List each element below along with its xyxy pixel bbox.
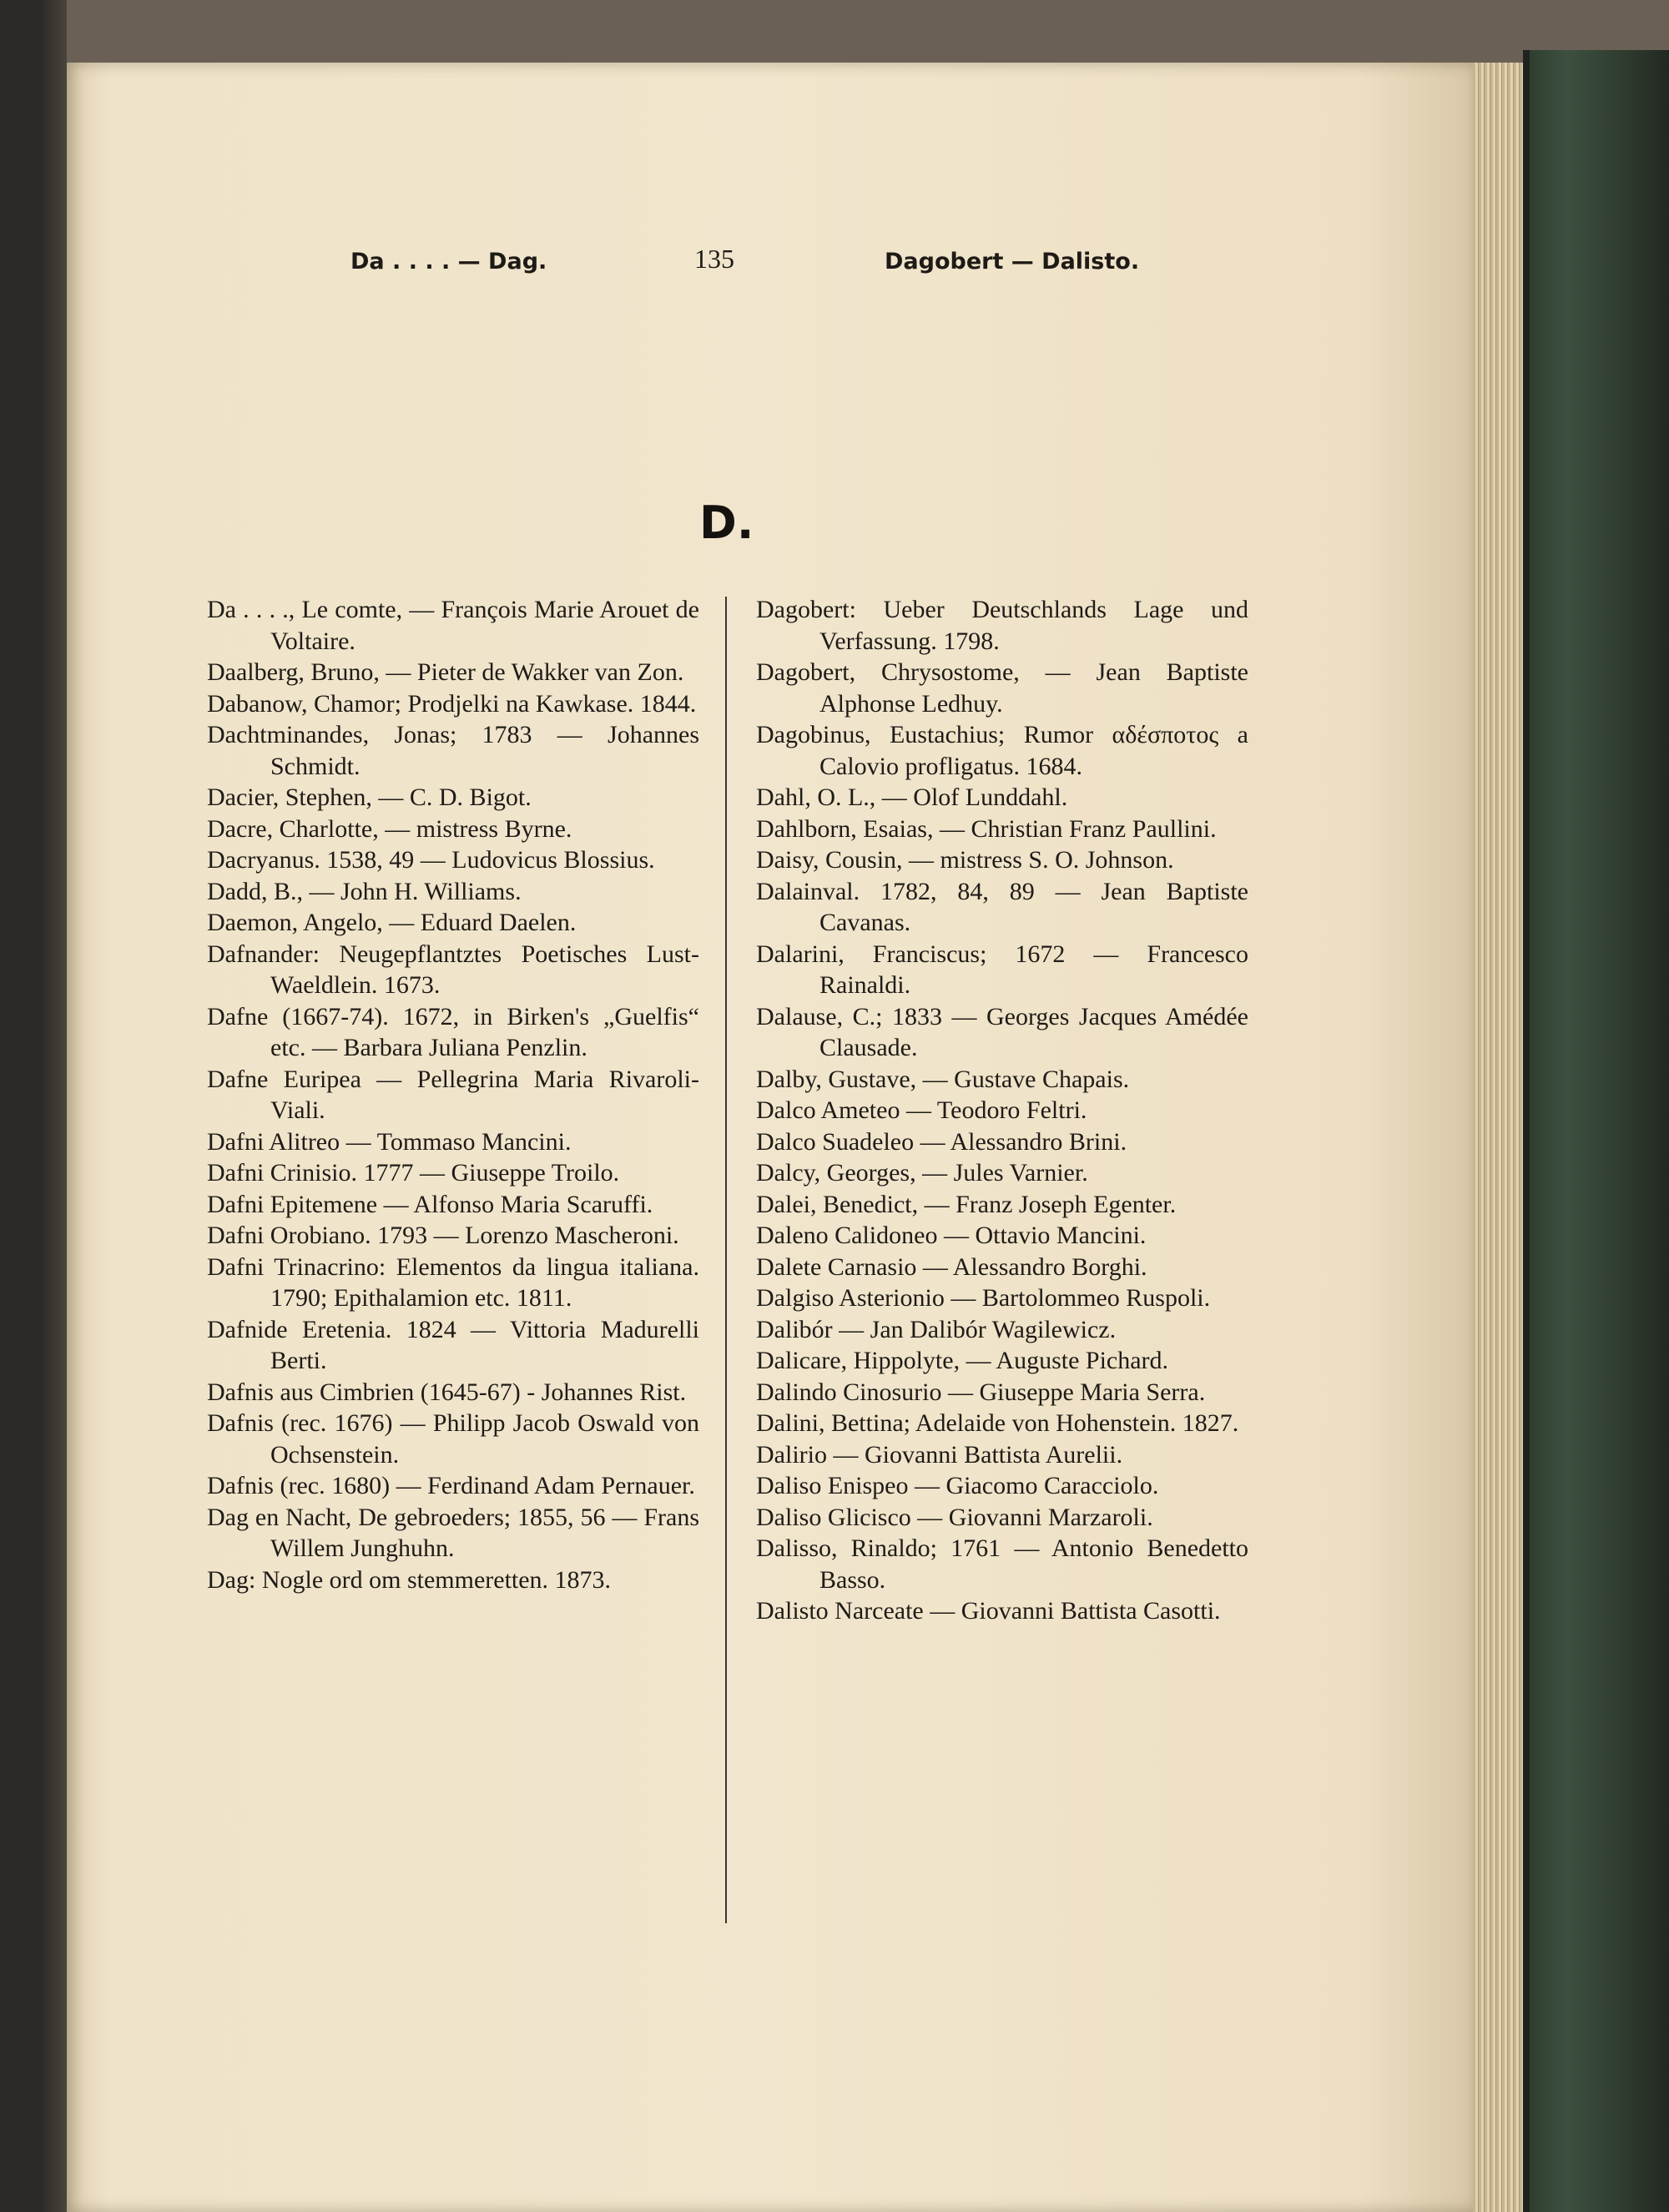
dictionary-entry: Dahlborn, Esaias, — Christian Franz Paullini. — [756, 814, 1217, 843]
dictionary-entry: Dacier, Stephen, — C. D. Bigot. — [207, 784, 532, 811]
page-edges — [1473, 63, 1523, 2212]
dictionary-entry: Dalcy, Georges, — Jules Varnier. — [756, 1159, 1088, 1187]
dictionary-entry: Dabanow, Chamor; Prodjelki na Kawkase. 1844. — [207, 689, 697, 718]
dictionary-entry: Dalarini, Franciscus; 1672 — Francesco Rainaldi. — [756, 940, 1248, 999]
dictionary-entry: Dalisto Narceate — Giovanni Battista Casotti. — [756, 1597, 1221, 1625]
dictionary-entry: Dalindo Cinosurio — Giuseppe Maria Serra. — [756, 1378, 1206, 1406]
dictionary-entry: Dafne Euripea — Pellegrina Maria Rivaroli-Viali. — [207, 1065, 699, 1124]
running-head-right: Dagobert — Dalisto. — [885, 249, 1140, 275]
dictionary-entry: Dalco Ameteo — Teodoro Feltri. — [756, 1096, 1087, 1124]
dictionary-entry: Dagobert: Ueber Deutschlands Lage und Verfassung. 1798. — [756, 596, 1248, 655]
dictionary-entry: Daalberg, Bruno, — Pieter de Wakker van Zon. — [207, 658, 684, 686]
dictionary-entry: Dafni Orobiano. 1793 — Lorenzo Mascheroni. — [207, 1222, 679, 1249]
dictionary-entry: Dafni Alitreo — Tommaso Mancini. — [207, 1127, 572, 1156]
dictionary-entry: Daisy, Cousin, — mistress S. O. Johnson. — [756, 846, 1174, 874]
dictionary-entry: Dalei, Benedict, — Franz Joseph Egenter. — [756, 1190, 1177, 1218]
column-divider — [725, 597, 727, 1923]
left-column — [207, 594, 699, 1595]
dictionary-entry: Dalibór — Jan Dalibór Wagilewicz. — [756, 1315, 1117, 1343]
dictionary-entry: Dalause, C.; 1833 — Georges Jacques Amédée Clausade. — [756, 1002, 1248, 1061]
dictionary-entry: Dalicare, Hippolyte, — Auguste Pichard. — [756, 1347, 1169, 1374]
dictionary-entry: Dalainval. 1782, 84, 89 — Jean Baptiste Cavanas. — [756, 877, 1248, 936]
dictionary-entry: Dalete Carnasio — Alessandro Borghi. — [756, 1252, 1147, 1281]
dictionary-entry: Dagobert, Chrysostome, — Jean Baptiste Alphonse Ledhuy. — [756, 658, 1248, 718]
dictionary-entry: Dafnander: Neugepflantztes Poetisches Lust-Waeldlein. 1673. — [207, 940, 699, 999]
dictionary-entry: Da . . . ., Le comte, — François Marie Arouet de Voltaire. — [207, 596, 699, 655]
dictionary-entry: Daliso Glicisco — Giovanni Marzaroli. — [756, 1503, 1153, 1531]
dictionary-entry: Daleno Calidoneo — Ottavio Mancini. — [756, 1222, 1147, 1249]
dictionary-entry: Dacre, Charlotte, — mistress Byrne. — [207, 814, 572, 843]
dictionary-entry: Dafnis aus Cimbrien (1645-67) - Johannes Rist. — [207, 1378, 687, 1406]
dictionary-entry: Dacryanus. 1538, 49 — Ludovicus Blossius. — [207, 846, 655, 874]
dictionary-entry: Dafne (1667-74). 1672, in Birken's „Guelfis“ etc. — Barbara Juliana Penzlin. — [207, 1002, 699, 1061]
dictionary-entry: Dachtminandes, Jonas; 1783 — Johannes Schmidt. — [207, 721, 699, 780]
dictionary-entry: Dafni Crinisio. 1777 — Giuseppe Troilo. — [207, 1159, 620, 1187]
dictionary-entry: Dalby, Gustave, — Gustave Chapais. — [756, 1065, 1130, 1093]
dictionary-entry: Dafnide Eretenia. 1824 — Vittoria Madurelli Berti. — [207, 1315, 699, 1374]
dictionary-entry: Dadd, B., — John H. Williams. — [207, 877, 522, 905]
section-letter: D. — [699, 496, 754, 549]
dictionary-entry: Dafni Epitemene — Alfonso Maria Scaruffi. — [207, 1190, 653, 1218]
page-number: 135 — [694, 244, 734, 274]
dictionary-entry: Dahl, O. L., — Olof Lunddahl. — [756, 784, 1068, 811]
dictionary-entry: Dalini, Bettina; Adelaide von Hohenstein. 1827. — [756, 1409, 1239, 1437]
dictionary-entry: Daemon, Angelo, — Eduard Daelen. — [207, 909, 577, 936]
dictionary-entry: Daliso Enispeo — Giacomo Caracciolo. — [756, 1472, 1159, 1499]
dictionary-entry: Dafni Trinacrino: Elementos da lingua italiana. 1790; Epithalamion etc. 1811. — [207, 1252, 699, 1312]
dictionary-entry: Dalco Suadeleo — Alessandro Brini. — [756, 1127, 1127, 1156]
dictionary-entry: Dalisso, Rinaldo; 1761 — Antonio Benedetto Basso. — [756, 1534, 1248, 1594]
dictionary-entry: Dagobinus, Eustachius; Rumor αδέσποτος a Calovio profligatus. 1684. — [756, 721, 1248, 780]
running-head-left: Da . . . . — Dag. — [350, 249, 547, 275]
book-cover — [1523, 50, 1669, 2212]
previous-page-edge — [0, 0, 67, 2212]
dictionary-entry: Dalgiso Asterionio — Bartolommeo Ruspoli. — [756, 1284, 1211, 1312]
cover-edge — [1523, 50, 1530, 2212]
dictionary-entry: Dag: Nogle ord om stemmeretten. 1873. — [207, 1565, 612, 1594]
dictionary-entry: Dafnis (rec. 1680) — Ferdinand Adam Pernauer. — [207, 1472, 695, 1499]
dictionary-entry: Dafnis (rec. 1676) — Philipp Jacob Oswald von Ochsenstein. — [207, 1409, 699, 1469]
dictionary-entry: Dalirio — Giovanni Battista Aurelii. — [756, 1440, 1123, 1469]
right-column — [756, 594, 1248, 1627]
dictionary-entry: Dag en Nacht, De gebroeders; 1855, 56 — Frans Willem Junghuhn. — [207, 1503, 699, 1562]
